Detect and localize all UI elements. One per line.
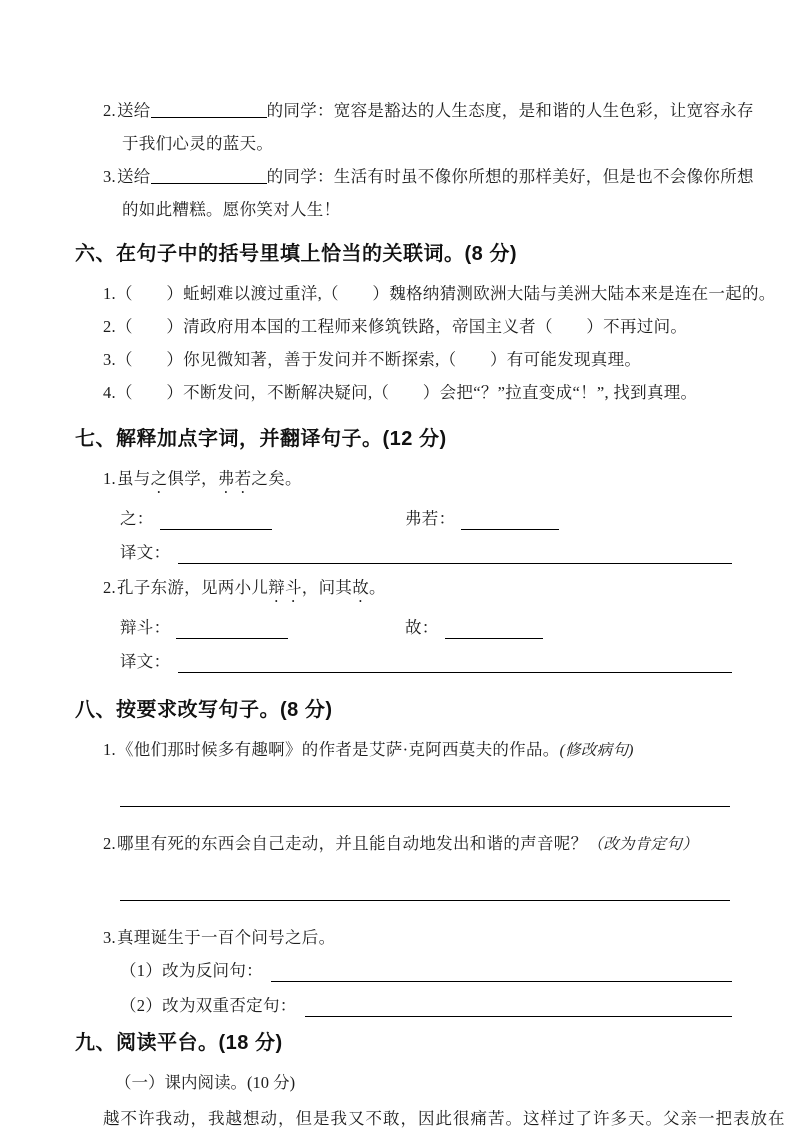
conjunction-item-3: 3.（ ）你见微知著，善于发问并不断探索,（ ）有可能发现真理。 [103,350,642,369]
word-col-b [405,617,543,639]
text-segment: ，问其 [301,578,353,597]
sentence-with-dots [117,578,386,597]
fill-blank [461,514,559,530]
translation-row-2 [120,651,732,673]
emphasized-word: 弗若 [217,469,252,488]
word-label: 故： [405,618,439,637]
sentence-with-dots [117,469,302,488]
word-answer-row-1 [120,508,730,530]
item-text: 的同学：宽容是豁达的人生态度，是和谐的人生色彩，让宽容永存 [266,101,754,120]
item-number: 2. [103,578,116,597]
emphasized-word: 之 [150,469,168,488]
text-segment: 俱学， [167,469,218,488]
item-number: 3. [103,167,116,186]
fill-blank [305,1001,732,1017]
section-five-tail [75,100,754,221]
rewrite-item-2 [103,833,733,856]
conjunction-item-2: 2.（ ）清政府用本国的工程师来修筑铁路，帝国主义者（ ）不再过问。 [103,317,688,336]
item-text: 哪里有死的东西会自己走动，并且能自动地发出和谐的声音呢？ [116,834,588,853]
section-six-title: 六、在句子中的括号里填上恰当的关联词。(8 分) [75,243,517,265]
item-text: 的同学：生活有时虽不像你所想的那样美好，但是也不会像你所想 [266,167,754,186]
rewrite-sub-2 [120,995,732,1017]
word-col-b [405,508,559,530]
reading-passage: 越不许我动，我越想动，但是我又不敢，因此很痛苦。这样过了许多天。父亲一把表放在 [103,1109,786,1128]
fill-blank [176,623,288,639]
item-lead-text: 送给 [116,167,151,186]
item-text: 《他们那时候多有趣啊》的作者是艾萨·克阿西莫夫的作品。 [116,740,560,759]
text-segment: 之矣。 [251,469,302,488]
fill-blank [151,102,267,118]
word-label: 辩斗： [120,618,171,637]
word-col-a [120,617,405,639]
fill-blank [151,168,267,184]
word-label: 弗若： [405,509,456,528]
classical-sentence-1 [103,468,733,497]
rewrite-item-1 [103,739,733,762]
requirement-note: (修改病句) [559,742,634,759]
reading-sub-heading: （一）课内阅读。(10 分) [115,1073,296,1092]
section-nine-title: 九、阅读平台。(18 分) [75,1032,283,1054]
gift-item-2-line2: 于我们心灵的蓝天。 [122,134,274,153]
rewrite-sub-1 [120,960,732,982]
section-nine [75,1030,786,1130]
rewrite-item-3 [103,927,733,949]
gift-item-3-line1 [103,166,754,188]
fill-blank [445,623,543,639]
conjunction-item-1: 1.（ ）蚯蚓难以渡过重洋,（ ）魏格纳猜测欧洲大陆与美洲大陆本来是连在一起的。 [103,284,776,303]
fill-blank [160,514,272,530]
emphasized-word: 辩斗 [268,578,302,597]
sub-label: （2）改为双重否定句： [120,996,297,1015]
word-col-a [120,508,405,530]
fill-blank [178,657,732,673]
item-number: 1. [103,740,116,759]
item-text: 真理诞生于一百个问号之后。 [116,928,336,947]
item-number: 1. [103,469,116,488]
conjunction-item-4: 4.（ ）不断发问，不断解决疑问,（ ）会把“？”拉直变成“！”, 找到真理。 [103,383,698,402]
word-answer-row-2 [120,617,730,639]
text-segment: 孔子东游，见两小儿 [116,578,269,597]
item-lead-text: 送给 [116,101,151,120]
emphasized-word: 故 [352,578,370,597]
classical-sentence-2 [103,577,733,606]
item-number: 2. [103,101,116,120]
section-eight [75,697,733,1017]
section-eight-title: 八、按要求改写句子。(8 分) [75,699,333,721]
gift-item-2-line1 [103,100,754,122]
section-seven [75,426,733,673]
text-segment: 。 [369,578,386,597]
item-number: 2. [103,834,116,853]
text-segment: 虽与 [116,469,151,488]
answer-line [120,900,730,901]
section-seven-title: 七、解释加点字词，并翻译句子。(12 分) [75,428,447,450]
translation-label: 译文： [120,543,171,562]
section-six [75,241,776,404]
fill-blank [178,548,732,564]
translation-row-1 [120,542,732,564]
gift-item-3-line2: 的如此糟糕。愿你笑对人生！ [122,200,341,219]
item-number: 3. [103,928,116,947]
answer-line [120,806,730,807]
fill-blank [271,966,732,982]
translation-label: 译文： [120,652,171,671]
sub-label: （1）改为反问句： [120,961,263,980]
requirement-note: （改为肯定句） [587,836,698,853]
word-label: 之： [120,509,154,528]
